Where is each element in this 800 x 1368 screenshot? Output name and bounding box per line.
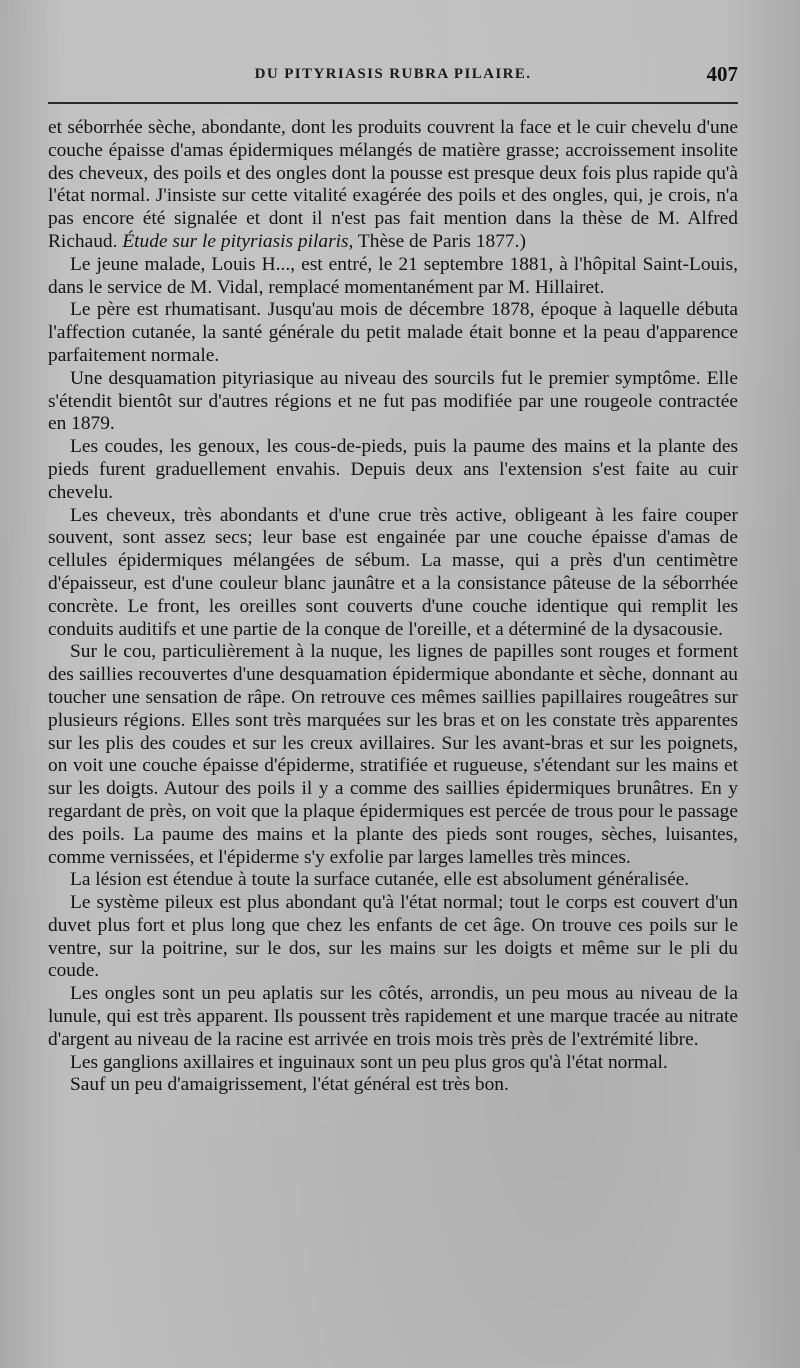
running-head xyxy=(48,62,738,92)
running-title: DU PITYRIASIS RUBRA PILAIRE. xyxy=(254,66,532,82)
paragraph: Le père est rhumatisant. Jusqu'au mois de décembre 1878, époque à laquelle débuta l'affection cutanée, la santé générale du petit malade était bonne et la peau d'apparence parfaitement normale. xyxy=(48,299,738,366)
paragraph: La lésion est étendue à toute la surface cutanée, elle est absolument généralisée. xyxy=(70,869,690,891)
paragraph: Le jeune malade, Louis H..., est entré, le 21 septembre 1881, à l'hôpital Saint-Louis, dans le service de M. Vidal, remplacé momentanément par M. Hillairet. xyxy=(48,253,738,298)
paragraph: Sur le cou, particulièrement à la nuque, les lignes de papilles sont rouges et forment des saillies recouvertes d'une desquamation épidermique abondante et sèche, donnant au toucher une sensation de râpe. On retrouve ces mêmes saillies papillaires rougeâtres sur plusieurs régions. Elles sont très marquées sur les bras et on les constate très apparentes sur les plis des coudes et sur les creux avillaires. Sur les avant-bras et sur les poignets, on voit une couche épaisse d'épiderme, stratifiée et rugueuse, s'étendant sur les mains et sur les doigts. Autour des poils il y a comme des saillies épidermiques brunâtres. En y regardant de près, on voit que la plaque épidermiques est percée de trous pour le passage des poils. La paume des mains et la plante des pieds sont rouges, sèches, luisantes, comme vernissées, et l'épiderme s'y exfolie par larges lamelles très minces. xyxy=(48,641,738,868)
paragraph: Les ganglions axillaires et inguinaux sont un peu plus gros qu'à l'état normal. xyxy=(70,1051,668,1073)
paragraph: Les coudes, les genoux, les cous-de-pieds, puis la paume des mains et la plante des pieds furent graduellement envahis. Depuis deux ans l'extension s'est faite au cuir chevelu. xyxy=(48,436,738,503)
body-text xyxy=(48,117,738,1097)
paragraph-text: et séborrhée sèche, abondante, dont les produits couvrent la face et le cuir chevelu d'une couche épaisse d'amas épidermiques mélangés de matière grasse; accroissement insolite des cheveux, des poils et des ongles dont la pousse est presque deux fois plus rapide qu'à l'état normal. J'insiste sur cette vitalité exagérée des poils et des ongles, qui, je crois, n'a pas encore été signalée et dont il n'est pas fait mention dans la thèse de M. Alfred Richaud. xyxy=(48,117,738,252)
paragraph: Les cheveux, très abondants et d'une crue très active, obligeant à les faire couper souvent, sont assez secs; leur base est engainée par une couche épaisse d'amas de cellules épidermiques mélangées de sébum. La masse, qui a près d'un centimètre d'épaisseur, est d'une couleur blanc jaunâtre et a la consistance pâteuse de la séborrhée concrète. Le front, les oreilles sont couverts d'une couche identique qui remplit les conduits auditifs et une partie de la conque de l'oreille, et a déterminé de la dysacousie. xyxy=(48,504,738,640)
italic-title: Étude sur le pityriasis pilaris, xyxy=(122,230,354,252)
page-number: 407 xyxy=(706,62,738,86)
paragraph: Une desquamation pityriasique au niveau des sourcils fut le premier symptôme. Elle s'étendit bientôt sur d'autres régions et ne fut pas modifiée par une rougeole contractée en 1879. xyxy=(48,367,738,435)
paragraph xyxy=(48,117,738,254)
paragraph: Sauf un peu d'amaigrissement, l'état général est très bon. xyxy=(70,1074,509,1096)
paragraph: Les ongles sont un peu aplatis sur les côtés, arrondis, un peu mous au niveau de la lunule, qui est très apparent. Ils poussent très rapidement et une marque tracée au nitrate d'argent au niveau de la racine est arrivée en trois mois très près de l'extrémité libre. xyxy=(48,983,738,1050)
paragraph-text: Thèse de Paris 1877.) xyxy=(353,230,526,252)
header-rule xyxy=(48,102,738,104)
paragraph: Le système pileux est plus abondant qu'à l'état normal; tout le corps est couvert d'un duvet plus fort et plus long que chez les enfants de cet âge. On trouve ces poils sur le ventre, sur la poitrine, sur le dos, sur les mains sur les doigts et même sur le pli du coude. xyxy=(48,892,738,982)
